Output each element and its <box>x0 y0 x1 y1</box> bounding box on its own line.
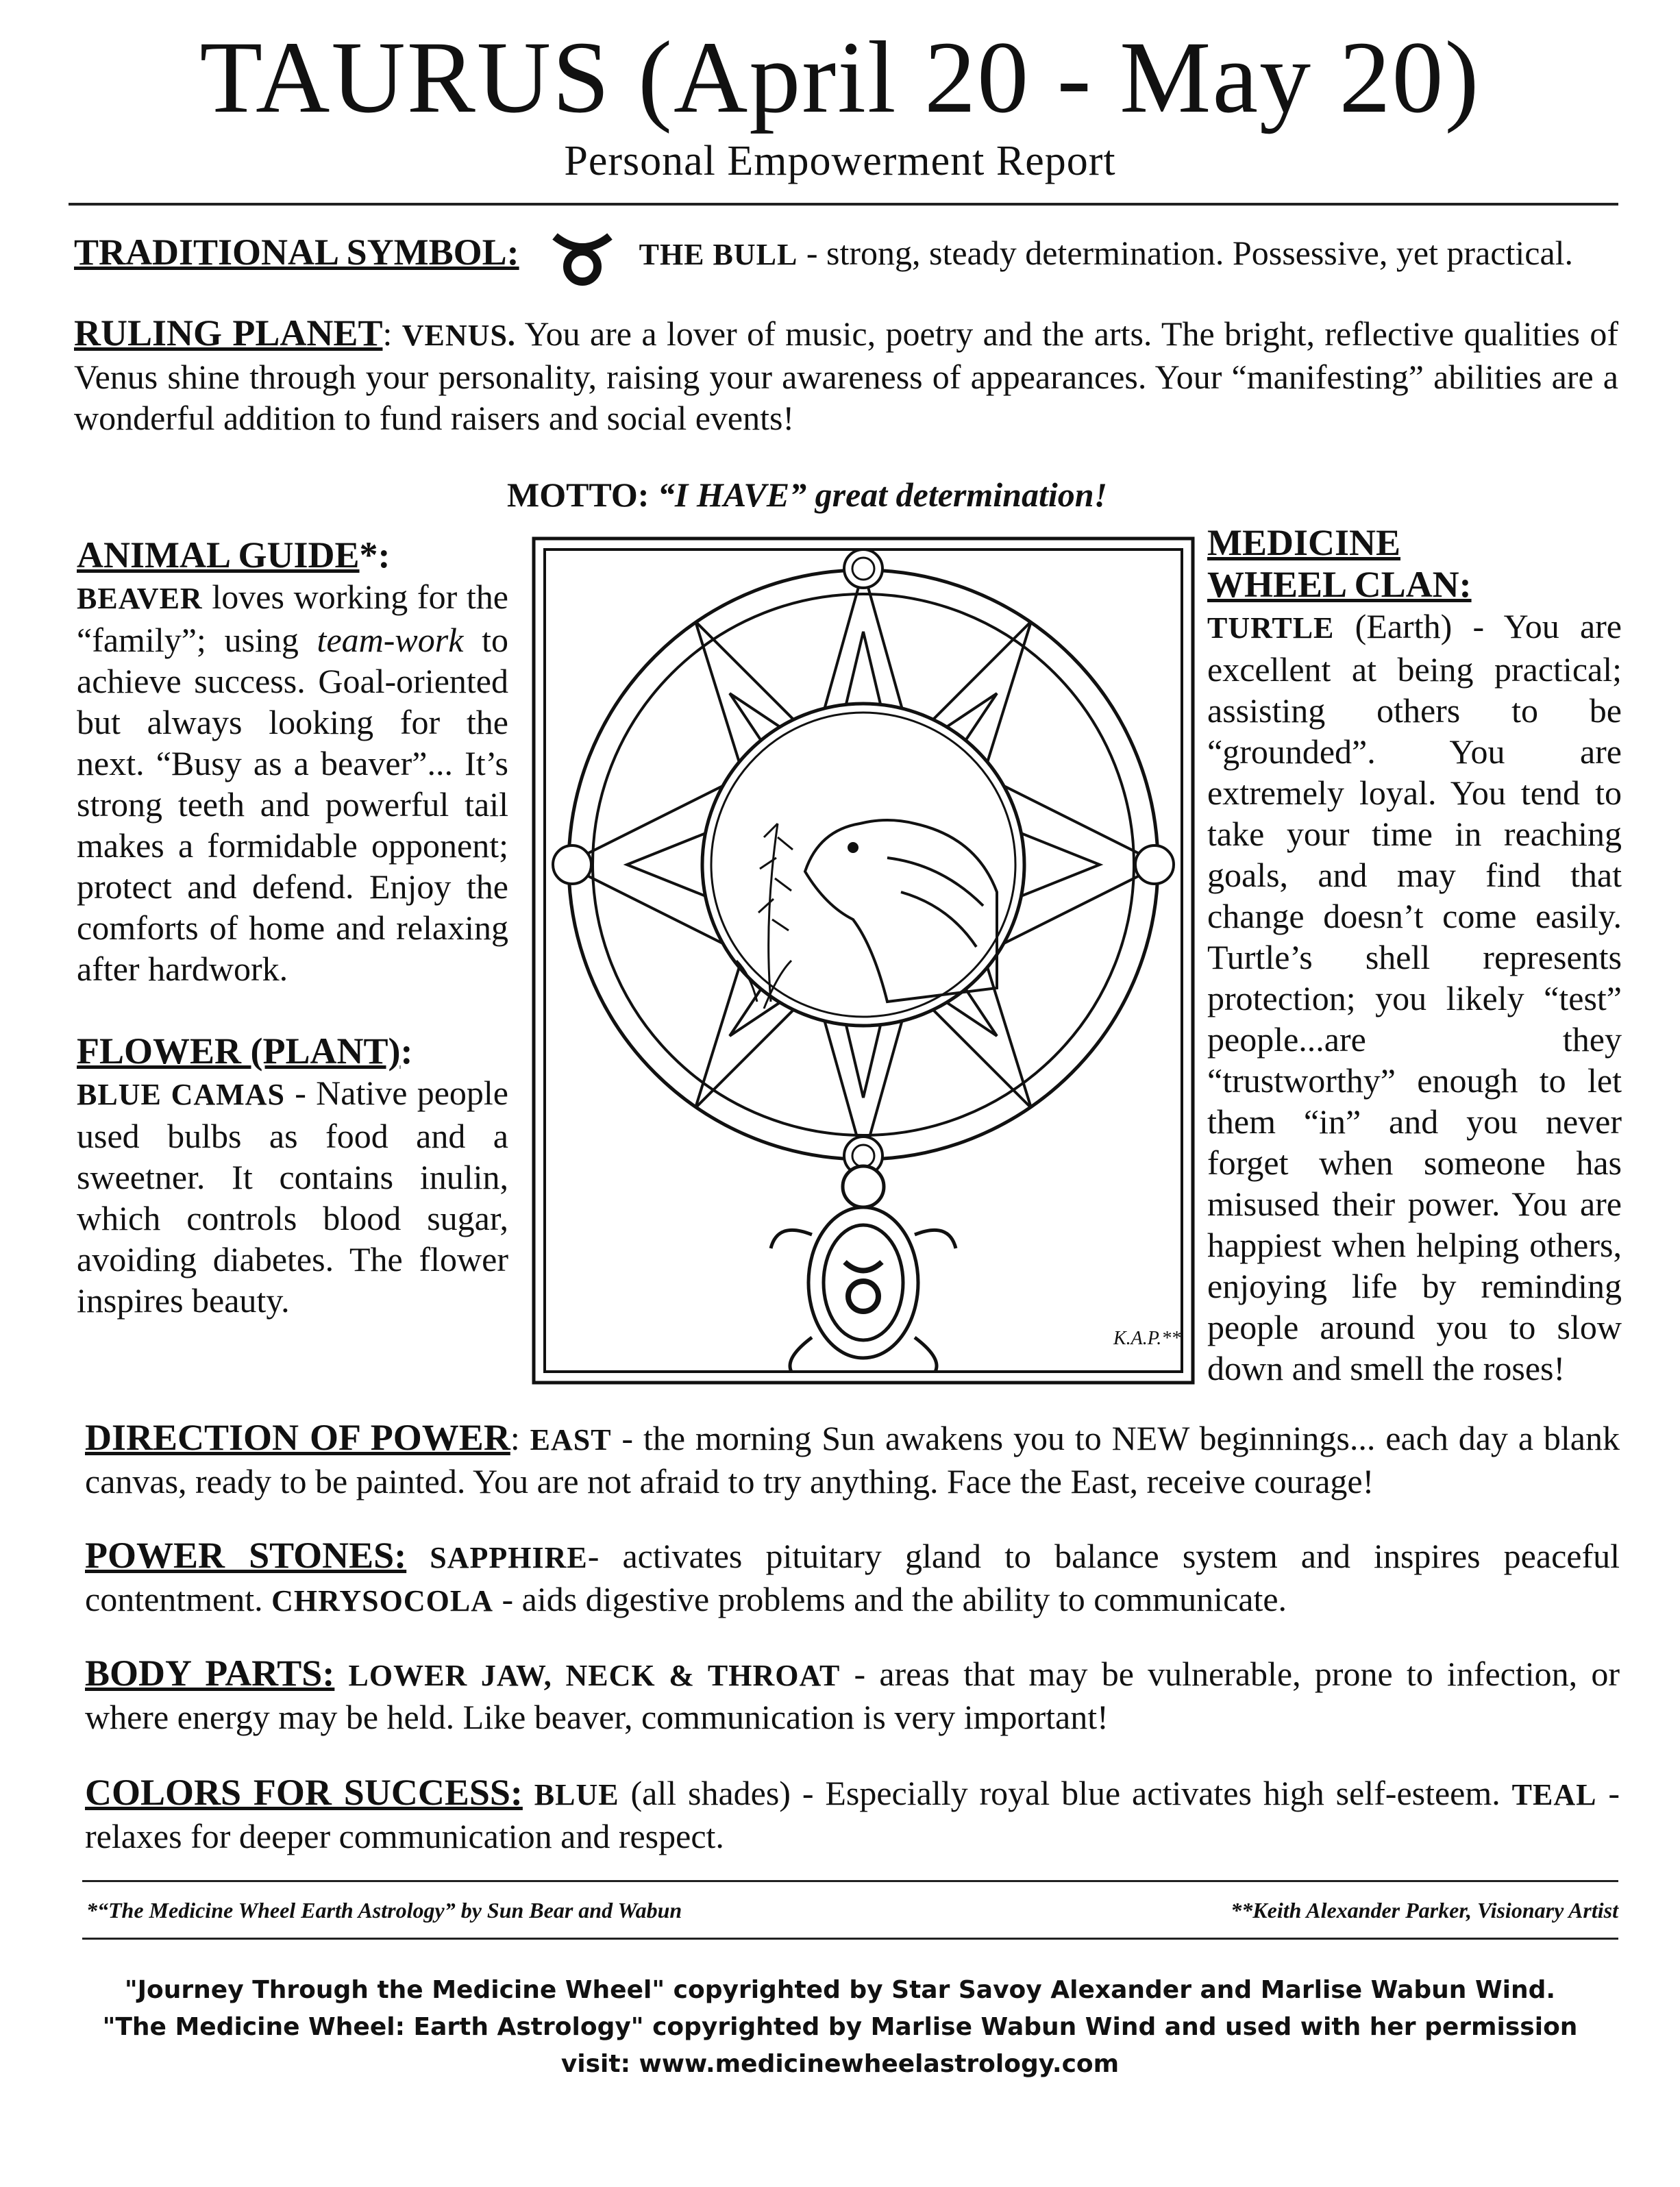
ruling-planet-text: You are a lover of music, poetry and the arts. The bright, reflective qualities of Venus shine through your personality, raising your awareness of appearances. Your “manifesting” abilities are a wonderful addition to fund raisers and social events! <box>74 314 1618 437</box>
body-parts-text: - areas that may be vulnerable, prone to infection, or where energy may be held. Like beaver, communication is very important! <box>85 1655 1620 1736</box>
animal-guide-name: BEAVER <box>77 582 203 615</box>
footnote-divider-top <box>82 1880 1618 1882</box>
traditional-symbol-heading: TRADITIONAL SYMBOL: <box>74 232 519 273</box>
motto <box>507 473 1329 517</box>
animal-guide-section <box>77 534 508 989</box>
colors-for-success-heading: COLORS FOR SUCCESS: <box>85 1772 523 1813</box>
copyright-credits <box>0 1972 1680 2083</box>
animal-guide-heading: ANIMAL GUIDE <box>77 534 360 576</box>
medicine-wheel-clan-heading-1: MEDICINE <box>1207 522 1401 563</box>
power-stones-name-2: CHRYSOCOLA <box>271 1584 493 1618</box>
medicine-wheel-clan-name: TURTLE <box>1207 611 1335 645</box>
colors-for-success-name-2: TEAL <box>1511 1778 1597 1812</box>
animal-guide-emphasis: team-work <box>317 621 464 659</box>
page-subtitle: Personal Empowerment Report <box>564 138 1116 184</box>
traditional-symbol-text: - strong, steady determination. Possessive, yet practical. <box>798 234 1574 272</box>
credit-line-2: "The Medicine Wheel: Earth Astrology" copyrighted by Marlise Wabun Wind and used with her permission <box>102 2013 1578 2041</box>
motto-quote: “I HAVE” <box>657 475 807 514</box>
medicine-wheel-clan-heading-2: WHEEL CLAN: <box>1207 564 1472 605</box>
medicine-wheel-clan-section <box>1207 522 1622 1389</box>
power-stones-text-2: - aids digestive problems and the ability to communicate. <box>493 1580 1287 1618</box>
body-parts-section <box>85 1653 1620 1738</box>
medicine-wheel-artwork <box>531 536 1196 1385</box>
taurus-glyph-icon <box>548 231 623 283</box>
power-stones-name-1: SAPPHIRE <box>430 1541 588 1574</box>
flower-name: BLUE CAMAS <box>77 1078 285 1111</box>
motto-label: MOTTO: <box>507 475 658 514</box>
credit-line-3: visit: www.medicinewheelastrology.com <box>560 2050 1120 2078</box>
traditional-symbol-section <box>74 226 1622 283</box>
animal-guide-text-2: to achieve success. Goal-oriented but always looking for the next. “Busy as a beaver”... It’s strong teeth and powerful tail makes a formidable opponent; protect and defend. Enjoy the comforts of home and relaxing after hardwork. <box>77 621 508 988</box>
traditional-symbol-name: THE BULL <box>639 238 798 271</box>
header-divider <box>69 203 1618 206</box>
left-column <box>77 534 508 1321</box>
direction-of-power-heading: DIRECTION OF POWER <box>85 1417 510 1458</box>
body-parts-name: LOWER JAW, NECK & THROAT <box>348 1659 841 1692</box>
page-title: TAURUS (April 20 - May 20) <box>199 21 1481 134</box>
ruling-planet-name: VENUS. <box>402 319 516 352</box>
right-column <box>1207 522 1622 1389</box>
direction-of-power-section: DIRECTION OF POWER: EAST - the morning Sun awakens you to NEW beginnings... each day a blank canvas, ready to be painted. You are not afraid to try anything. Face the East, receive courage! <box>85 1417 1620 1500</box>
animal-guide-footnote-mark: *: <box>359 534 391 576</box>
artist-signature: K.A.P.** <box>1113 1328 1181 1349</box>
animal-guide-text-1: loves working for the “family”; using <box>77 578 508 659</box>
footnote-left: *“The Medicine Wheel Earth Astrology” by Sun Bear and Wabun <box>86 1898 682 1923</box>
flower-section: FLOWER (PLANT): BLUE CAMAS - Native people used bulbs as food and a sweetner. It contains inulin, which controls blood sugar, avoiding diabetes. The flower inspires beauty. <box>77 1030 508 1320</box>
ruling-planet-section: RULING PLANET: VENUS. You are a lover of music, poetry and the arts. The bright, reflective qualities of Venus shine through your personality, raising your awareness of appearances. Your “manifesting” abilities are a wonderful addition to fund raisers and social events! <box>74 312 1618 437</box>
colors-for-success-text-2: - relaxes for deeper communication and respect. <box>85 1774 1620 1855</box>
flower-heading: FLOWER (PLANT) <box>77 1030 401 1072</box>
flower-text: - Native people used bulbs as food and a sweetner. It contains inulin, which controls blood sugar, avoiding diabetes. The flower inspires beauty. <box>77 1074 508 1320</box>
direction-of-power-text: - the morning Sun awakens you to NEW beginnings... each day a blank canvas, ready to be painted. You are not afraid to try anything. Face the East, receive courage! <box>85 1419 1620 1500</box>
colors-for-success-text-1: (all shades) - Especially royal blue activates high self-esteem. <box>619 1774 1512 1812</box>
body-parts-heading: BODY PARTS: <box>85 1653 335 1694</box>
ruling-planet-heading: RULING PLANET <box>74 312 383 354</box>
power-stones-heading: POWER STONES: <box>85 1535 407 1576</box>
power-stones-section <box>85 1535 1620 1622</box>
colors-for-success-section <box>85 1772 1620 1857</box>
power-stones-text-1: - activates pituitary gland to balance system and inspires peaceful contentment. <box>85 1537 1620 1618</box>
footnote-divider-bottom <box>82 1938 1618 1940</box>
motto-rest: great determination! <box>806 475 1108 514</box>
colors-for-success-name-1: BLUE <box>534 1778 619 1812</box>
credit-line-1: "Journey Through the Medicine Wheel" copyrighted by Star Savoy Alexander and Marlise Wabun Wind. <box>124 1976 1556 2004</box>
direction-of-power-name: EAST <box>530 1423 612 1457</box>
footnote-right: **Keith Alexander Parker, Visionary Artist <box>1231 1898 1618 1923</box>
medicine-wheel-clan-text: (Earth) - You are excellent at being practical; assisting others to be “grounded”. You are extremely loyal. You tend to take your time in reaching goals, and may find that change doesn’t come easily. Turtle’s shell represents protection; you likely “test” people...are they “trustworthy” enough to let them “in” and you never forget when someone has misused their power. You are happiest when helping others, enjoying life by reminding people around you to slow down and smell the roses! <box>1207 607 1622 1387</box>
